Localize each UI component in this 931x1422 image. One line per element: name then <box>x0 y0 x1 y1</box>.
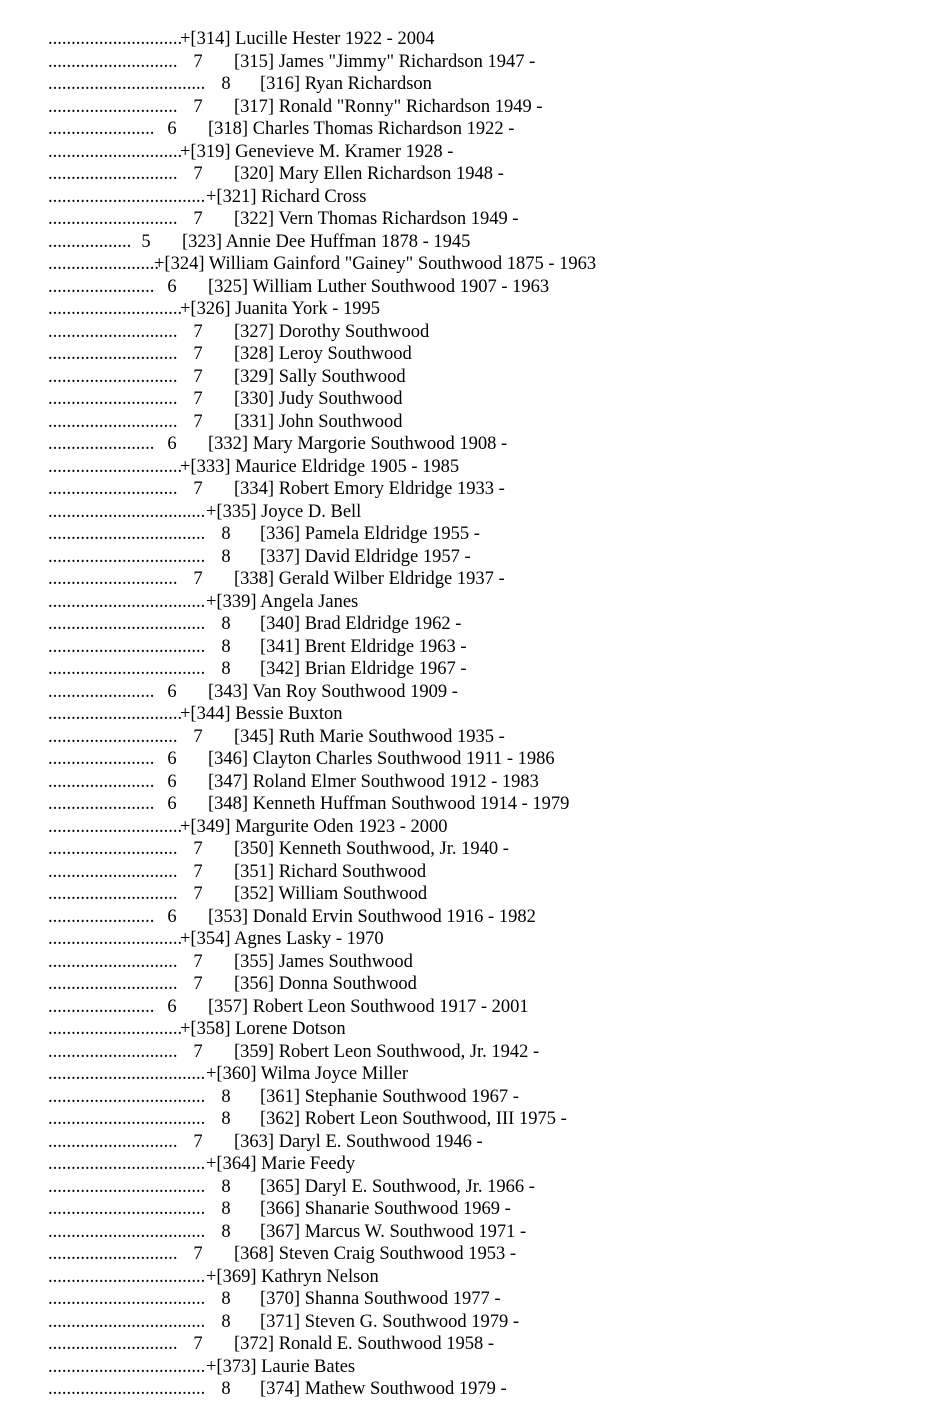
dot-leader: .................................. <box>48 1086 206 1107</box>
dot-leader: ....................... <box>48 794 155 814</box>
person-name: [345] Ruth Marie Southwood 1935 - <box>234 726 505 747</box>
person-name: [356] Donna Southwood <box>234 974 417 994</box>
person-name: [327] Dorothy Southwood <box>234 321 430 342</box>
person-name: [331] John Southwood <box>234 411 403 432</box>
person-name: [320] Mary Ellen Richardson 1948 - <box>234 164 504 184</box>
person-name: [351] Richard Southwood <box>234 861 427 882</box>
dot-leader: ............................ <box>48 974 178 994</box>
descendant-entry <box>48 726 908 749</box>
dot-leader: .................................. <box>48 1199 206 1219</box>
person-name: [346] Clayton Charles Southwood 1911 - 1986 <box>208 749 555 769</box>
descendant-entry <box>48 1288 908 1311</box>
spouse-name: +[335] Joyce D. Bell <box>206 501 362 522</box>
dot-leader: .................................. <box>48 1379 206 1399</box>
dot-leader: .................................. <box>48 1221 206 1242</box>
dot-leader: ............................ <box>48 366 178 387</box>
descendant-entry <box>48 1176 908 1199</box>
generation-number: 6 <box>167 794 177 814</box>
person-name: [328] Leroy Southwood <box>234 344 412 364</box>
generation-number: 7 <box>193 1041 203 1062</box>
person-name: [361] Stephanie Southwood 1967 - <box>260 1086 519 1107</box>
descendant-entry <box>48 1221 908 1244</box>
dot-leader: ............................ <box>48 861 178 882</box>
dot-leader: .................................. <box>48 1176 206 1197</box>
dot-leader: ....................... <box>48 906 155 927</box>
generation-number: 7 <box>193 1334 203 1354</box>
descendant-entry <box>48 118 908 141</box>
dot-leader: .................................. <box>48 591 206 612</box>
person-name: [343] Van Roy Southwood 1909 - <box>208 681 458 702</box>
dot-leader: ....................... <box>48 276 155 297</box>
dot-leader: ............................ <box>48 389 178 409</box>
dot-leader: .................. <box>48 231 132 252</box>
descendant-entry <box>48 658 908 681</box>
dot-leader: ....................... <box>48 996 155 1017</box>
dot-leader: .................................. <box>48 659 206 679</box>
person-name: [329] Sally Southwood <box>234 366 406 387</box>
person-name: [338] Gerald Wilber Eldridge 1937 - <box>234 569 505 589</box>
dot-leader: ............................ <box>48 479 178 499</box>
spouse-entry <box>48 28 908 51</box>
dot-leader: ............................. <box>48 1019 183 1039</box>
generation-number: 6 <box>167 906 177 927</box>
generation-number: 6 <box>167 749 177 769</box>
generation-number: 7 <box>193 1244 203 1264</box>
descendant-entry <box>48 366 908 389</box>
person-name: [317] Ronald "Ronny" Richardson 1949 - <box>234 96 543 117</box>
person-name: [340] Brad Eldridge 1962 - <box>260 614 462 634</box>
dot-leader: ............................ <box>48 209 178 229</box>
generation-number: 7 <box>193 321 203 342</box>
person-name: [334] Robert Emory Eldridge 1933 - <box>234 479 505 499</box>
dot-leader: ............................ <box>48 321 178 342</box>
descendant-entry <box>48 208 908 231</box>
dot-leader: .................................. <box>48 1109 206 1129</box>
generation-number: 8 <box>221 524 231 544</box>
spouse-name: +[321] Richard Cross <box>206 186 367 207</box>
spouse-name: +[349] Margurite Oden 1923 - 2000 <box>180 816 448 837</box>
generation-number: 6 <box>167 434 177 454</box>
spouse-name: +[354] Agnes Lasky - 1970 <box>180 929 384 949</box>
descendant-entry <box>48 681 908 704</box>
generation-number: 7 <box>193 479 203 499</box>
person-name: [366] Shanarie Southwood 1969 - <box>260 1199 511 1219</box>
generation-number: 5 <box>141 231 151 252</box>
generation-number: 7 <box>193 344 203 364</box>
generation-number: 7 <box>193 164 203 184</box>
generation-number: 7 <box>193 209 203 229</box>
person-name: [353] Donald Ervin Southwood 1916 - 1982 <box>208 906 536 927</box>
person-name: [318] Charles Thomas Richardson 1922 - <box>208 119 515 139</box>
spouse-entry <box>48 703 908 726</box>
generation-number: 8 <box>221 636 231 657</box>
generation-number: 6 <box>167 996 177 1017</box>
descendant-entry <box>48 51 908 74</box>
dot-leader: .................................. <box>48 1311 206 1332</box>
descendant-entry <box>48 231 908 254</box>
generation-number: 6 <box>167 276 177 297</box>
spouse-name: +[333] Maurice Eldridge 1905 - 1985 <box>180 456 460 477</box>
generation-number: 8 <box>221 1311 231 1332</box>
descendant-entry <box>48 793 908 816</box>
person-name: [350] Kenneth Southwood, Jr. 1940 - <box>234 839 509 859</box>
descendant-entry <box>48 861 908 884</box>
descendant-entry <box>48 478 908 501</box>
dot-leader: ............................. <box>48 141 183 162</box>
dot-leader: ............................ <box>48 726 178 747</box>
person-name: [357] Robert Leon Southwood 1917 - 2001 <box>208 996 529 1017</box>
descendant-entry <box>48 96 908 119</box>
dot-leader: .................................. <box>48 74 206 94</box>
generation-number: 8 <box>221 1221 231 1242</box>
person-name: [370] Shanna Southwood 1977 - <box>260 1289 501 1309</box>
person-name: [323] Annie Dee Huffman 1878 - 1945 <box>182 231 471 252</box>
descendant-entry <box>48 276 908 299</box>
dot-leader: ............................. <box>48 704 183 724</box>
dot-leader: ............................ <box>48 839 178 859</box>
generation-number: 7 <box>193 366 203 387</box>
generation-number: 7 <box>193 96 203 117</box>
dot-leader: ............................ <box>48 344 178 364</box>
spouse-name: +[319] Genevieve M. Kramer 1928 - <box>180 141 454 162</box>
person-name: [342] Brian Eldridge 1967 - <box>260 659 467 679</box>
spouse-name: +[369] Kathryn Nelson <box>206 1266 379 1287</box>
dot-leader: .................................. <box>48 524 206 544</box>
spouse-entry <box>48 501 908 524</box>
descendant-entry <box>48 996 908 1019</box>
dot-leader: ............................ <box>48 569 178 589</box>
spouse-entry <box>48 298 908 321</box>
person-name: [365] Daryl E. Southwood, Jr. 1966 - <box>260 1176 535 1197</box>
descendant-entry <box>48 523 908 546</box>
generation-number: 7 <box>193 839 203 859</box>
generation-number: 8 <box>221 1289 231 1309</box>
spouse-entry <box>48 1356 908 1379</box>
person-name: [372] Ronald E. Southwood 1958 - <box>234 1334 495 1354</box>
generation-number: 6 <box>167 681 177 702</box>
dot-leader: .................................. <box>48 1154 206 1174</box>
spouse-entry <box>48 928 908 951</box>
spouse-name: +[364] Marie Feedy <box>206 1154 356 1174</box>
dot-leader: ............................. <box>48 816 183 837</box>
dot-leader: ............................ <box>48 96 178 117</box>
generation-number: 6 <box>167 119 177 139</box>
descendant-entry <box>48 433 908 456</box>
dot-leader: ....................... <box>48 771 155 792</box>
dot-leader: .................................. <box>48 546 206 567</box>
descendant-entry <box>48 771 908 794</box>
person-name: [348] Kenneth Huffman Southwood 1914 - 1979 <box>208 794 570 814</box>
generation-number: 8 <box>221 1199 231 1219</box>
generation-number: 8 <box>221 546 231 567</box>
descendant-entry <box>48 1131 908 1154</box>
generation-number: 7 <box>193 726 203 747</box>
descendant-entry <box>48 1108 908 1131</box>
generation-number: 8 <box>221 659 231 679</box>
generation-number: 6 <box>167 771 177 792</box>
descendant-entry <box>48 568 908 591</box>
spouse-entry <box>48 591 908 614</box>
descendant-entry <box>48 343 908 366</box>
dot-leader: .................................. <box>48 186 206 207</box>
dot-leader: ............................ <box>48 411 178 432</box>
dot-leader: ....................... <box>48 434 155 454</box>
dot-leader: ............................. <box>48 929 183 949</box>
spouse-entry <box>48 141 908 164</box>
generation-number: 7 <box>193 51 203 72</box>
spouse-entry <box>48 816 908 839</box>
person-name: [367] Marcus W. Southwood 1971 - <box>260 1221 527 1242</box>
dot-leader: ............................ <box>48 1334 178 1354</box>
descendant-list <box>48 28 908 1401</box>
descendant-entry <box>48 1086 908 1109</box>
descendant-entry <box>48 838 908 861</box>
person-name: [368] Steven Craig Southwood 1953 - <box>234 1244 517 1264</box>
descendant-entry <box>48 906 908 929</box>
person-name: [336] Pamela Eldridge 1955 - <box>260 524 480 544</box>
descendant-entry <box>48 1333 908 1356</box>
spouse-entry <box>48 456 908 479</box>
person-name: [371] Steven G. Southwood 1979 - <box>260 1311 519 1332</box>
spouse-name: +[360] Wilma Joyce Miller <box>206 1064 409 1084</box>
descendant-entry <box>48 1378 908 1401</box>
descendant-entry <box>48 388 908 411</box>
person-name: [347] Roland Elmer Southwood 1912 - 1983 <box>208 771 539 792</box>
person-name: [374] Mathew Southwood 1979 - <box>260 1379 507 1399</box>
person-name: [315] James "Jimmy" Richardson 1947 - <box>234 51 536 72</box>
person-name: [363] Daryl E. Southwood 1946 - <box>234 1131 483 1152</box>
dot-leader: ............................ <box>48 51 178 72</box>
descendant-entry <box>48 951 908 974</box>
dot-leader: .................................. <box>48 636 206 657</box>
descendant-entry <box>48 883 908 906</box>
dot-leader: ....................... <box>48 119 155 139</box>
person-name: [337] David Eldridge 1957 - <box>260 546 471 567</box>
descendant-entry <box>48 1041 908 1064</box>
descendant-entry <box>48 321 908 344</box>
person-name: [325] William Luther Southwood 1907 - 1963 <box>208 276 550 297</box>
generation-number: 8 <box>221 1176 231 1197</box>
spouse-name: +[326] Juanita York - 1995 <box>180 299 381 319</box>
generation-number: 8 <box>221 74 231 94</box>
descendant-entry <box>48 1311 908 1334</box>
dot-leader: .................................. <box>48 614 206 634</box>
spouse-entry <box>48 253 908 276</box>
generation-number: 8 <box>221 1109 231 1129</box>
spouse-entry <box>48 1153 908 1176</box>
descendant-entry <box>48 411 908 434</box>
descendant-entry <box>48 546 908 569</box>
spouse-entry <box>48 1018 908 1041</box>
spouse-name: +[344] Bessie Buxton <box>180 704 343 724</box>
dot-leader: ............................ <box>48 884 178 904</box>
dot-leader: ............................. <box>48 299 183 319</box>
generation-number: 7 <box>193 974 203 994</box>
dot-leader: ............................. <box>48 29 183 49</box>
person-name: [341] Brent Eldridge 1963 - <box>260 636 467 657</box>
person-name: [355] James Southwood <box>234 951 413 972</box>
dot-leader: ............................ <box>48 164 178 184</box>
generation-number: 8 <box>221 614 231 634</box>
descendant-entry <box>48 1198 908 1221</box>
spouse-name: +[314] Lucille Hester 1922 - 2004 <box>180 29 435 49</box>
person-name: [322] Vern Thomas Richardson 1949 - <box>234 209 519 229</box>
spouse-entry <box>48 1266 908 1289</box>
person-name: [362] Robert Leon Southwood, III 1975 - <box>260 1109 567 1129</box>
spouse-name: +[373] Laurie Bates <box>206 1356 356 1377</box>
dot-leader: .................................. <box>48 1266 206 1287</box>
person-name: [359] Robert Leon Southwood, Jr. 1942 - <box>234 1041 540 1062</box>
generation-number: 8 <box>221 1086 231 1107</box>
dot-leader: ....................... <box>48 681 155 702</box>
generation-number: 8 <box>221 1379 231 1399</box>
generation-number: 7 <box>193 389 203 409</box>
generation-number: 7 <box>193 569 203 589</box>
generation-number: 7 <box>193 861 203 882</box>
dot-leader: ........................ <box>48 254 159 274</box>
generation-number: 7 <box>193 884 203 904</box>
generation-number: 7 <box>193 411 203 432</box>
person-name: [330] Judy Southwood <box>234 389 403 409</box>
dot-leader: .................................. <box>48 1289 206 1309</box>
descendant-entry <box>48 73 908 96</box>
descendant-entry <box>48 973 908 996</box>
dot-leader: ............................ <box>48 1041 178 1062</box>
spouse-entry <box>48 1063 908 1086</box>
person-name: [332] Mary Margorie Southwood 1908 - <box>208 434 508 454</box>
descendant-entry <box>48 163 908 186</box>
dot-leader: ....................... <box>48 749 155 769</box>
generation-number: 7 <box>193 951 203 972</box>
spouse-name: +[358] Lorene Dotson <box>180 1019 346 1039</box>
generation-number: 7 <box>193 1131 203 1152</box>
descendant-entry <box>48 613 908 636</box>
dot-leader: .................................. <box>48 501 206 522</box>
spouse-name: +[339] Angela Janes <box>206 591 359 612</box>
descendant-entry <box>48 748 908 771</box>
person-name: [352] William Southwood <box>234 884 428 904</box>
spouse-entry <box>48 186 908 209</box>
dot-leader: ............................ <box>48 951 178 972</box>
person-name: [316] Ryan Richardson <box>260 74 432 94</box>
dot-leader: ............................. <box>48 456 183 477</box>
dot-leader: ............................ <box>48 1244 178 1264</box>
descendant-entry <box>48 1243 908 1266</box>
dot-leader: .................................. <box>48 1356 206 1377</box>
dot-leader: .................................. <box>48 1064 206 1084</box>
dot-leader: ............................ <box>48 1131 178 1152</box>
descendant-entry <box>48 636 908 659</box>
spouse-name: +[324] William Gainford "Gainey" Southwood 1875 - 1963 <box>154 254 597 274</box>
